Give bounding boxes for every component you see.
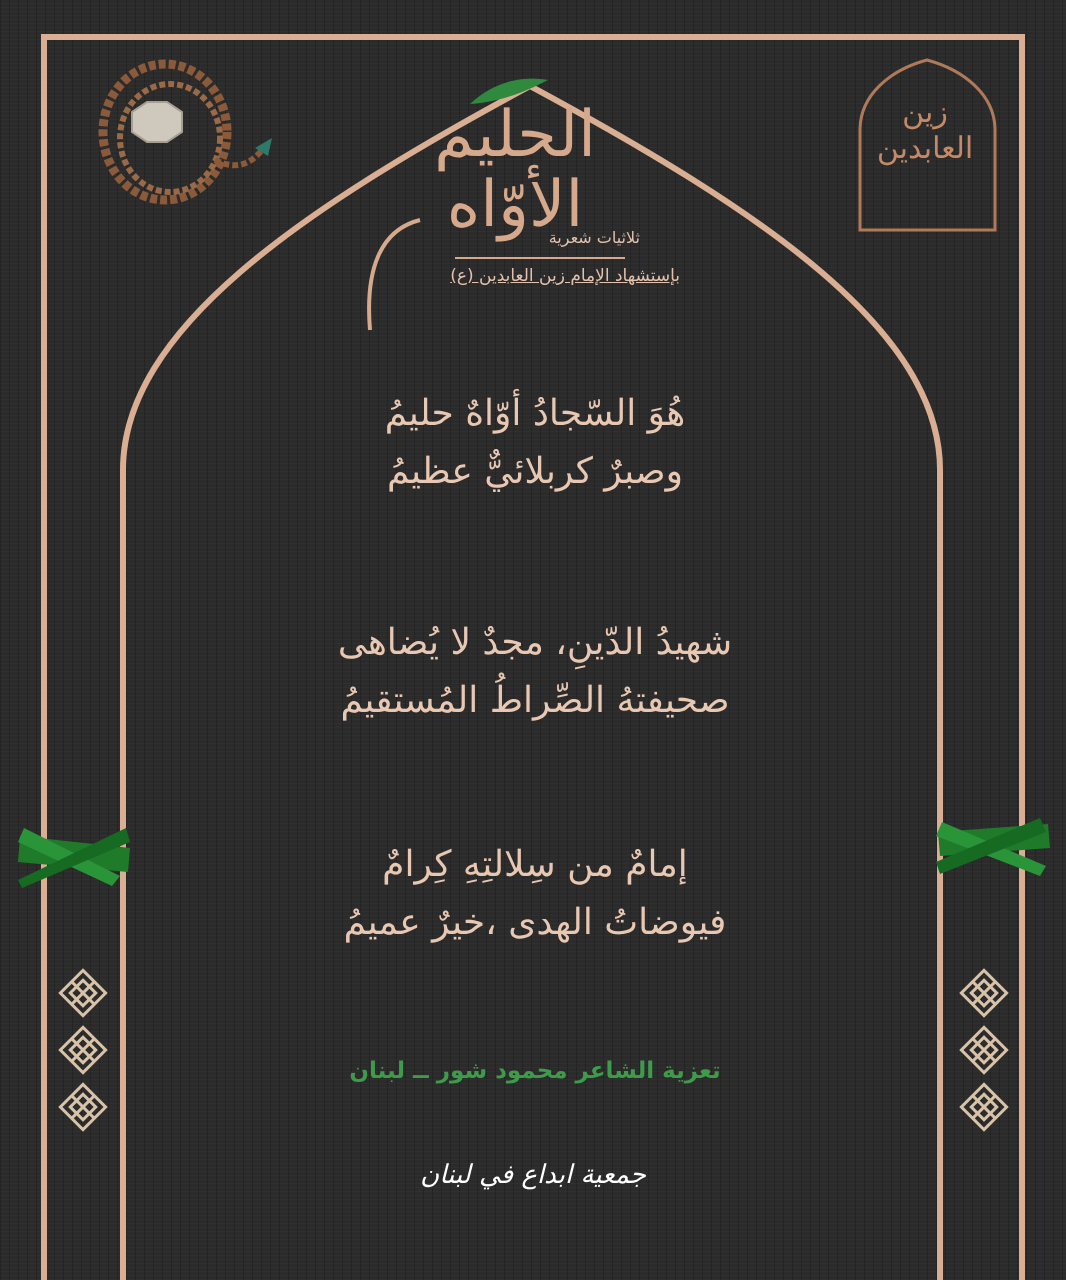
rosary-icon (103, 64, 272, 200)
poem-line: شهيدُ الدّينِ، مجدٌ لا يُضاهى (337, 622, 733, 663)
green-ribbon-left-icon (18, 828, 130, 888)
kufic-knot-right-icons (961, 970, 1006, 1129)
seal-calligraphy: زين العابدين (876, 95, 974, 166)
occasion-line: بإستشهاد الإمام زين العابدين (ع) (450, 266, 680, 286)
page-subtitle: ثلاثيات شعرية (548, 228, 640, 247)
poem-line: فيوضاتُ الهدى ،خيرٌ عميمُ (343, 901, 727, 943)
poem-verse (250, 385, 820, 500)
kufic-knot-left-icons (60, 970, 105, 1129)
poem-verse (250, 614, 820, 729)
poem-line: وصبرٌ كربلائيٌّ عظيمُ (387, 450, 683, 492)
poem-line: هُوَ السّجادُ أوّاهٌ حليمُ (384, 393, 686, 434)
green-ribbon-right-icon (936, 818, 1050, 876)
organization-logo: جمعية ابداع في لبنان (420, 1160, 646, 1190)
author-credit: تعزية الشاعر محمود شور ــ لبنان (349, 1058, 721, 1084)
poem-line: إمامٌ من سِلالتِهِ كِرامٌ (382, 844, 688, 885)
page-title: الحليم الأوّاه (434, 98, 596, 243)
poem-verse (250, 836, 820, 951)
poem-line: صحيفتهُ الصِّراطُ المُستقيمُ (340, 679, 730, 721)
